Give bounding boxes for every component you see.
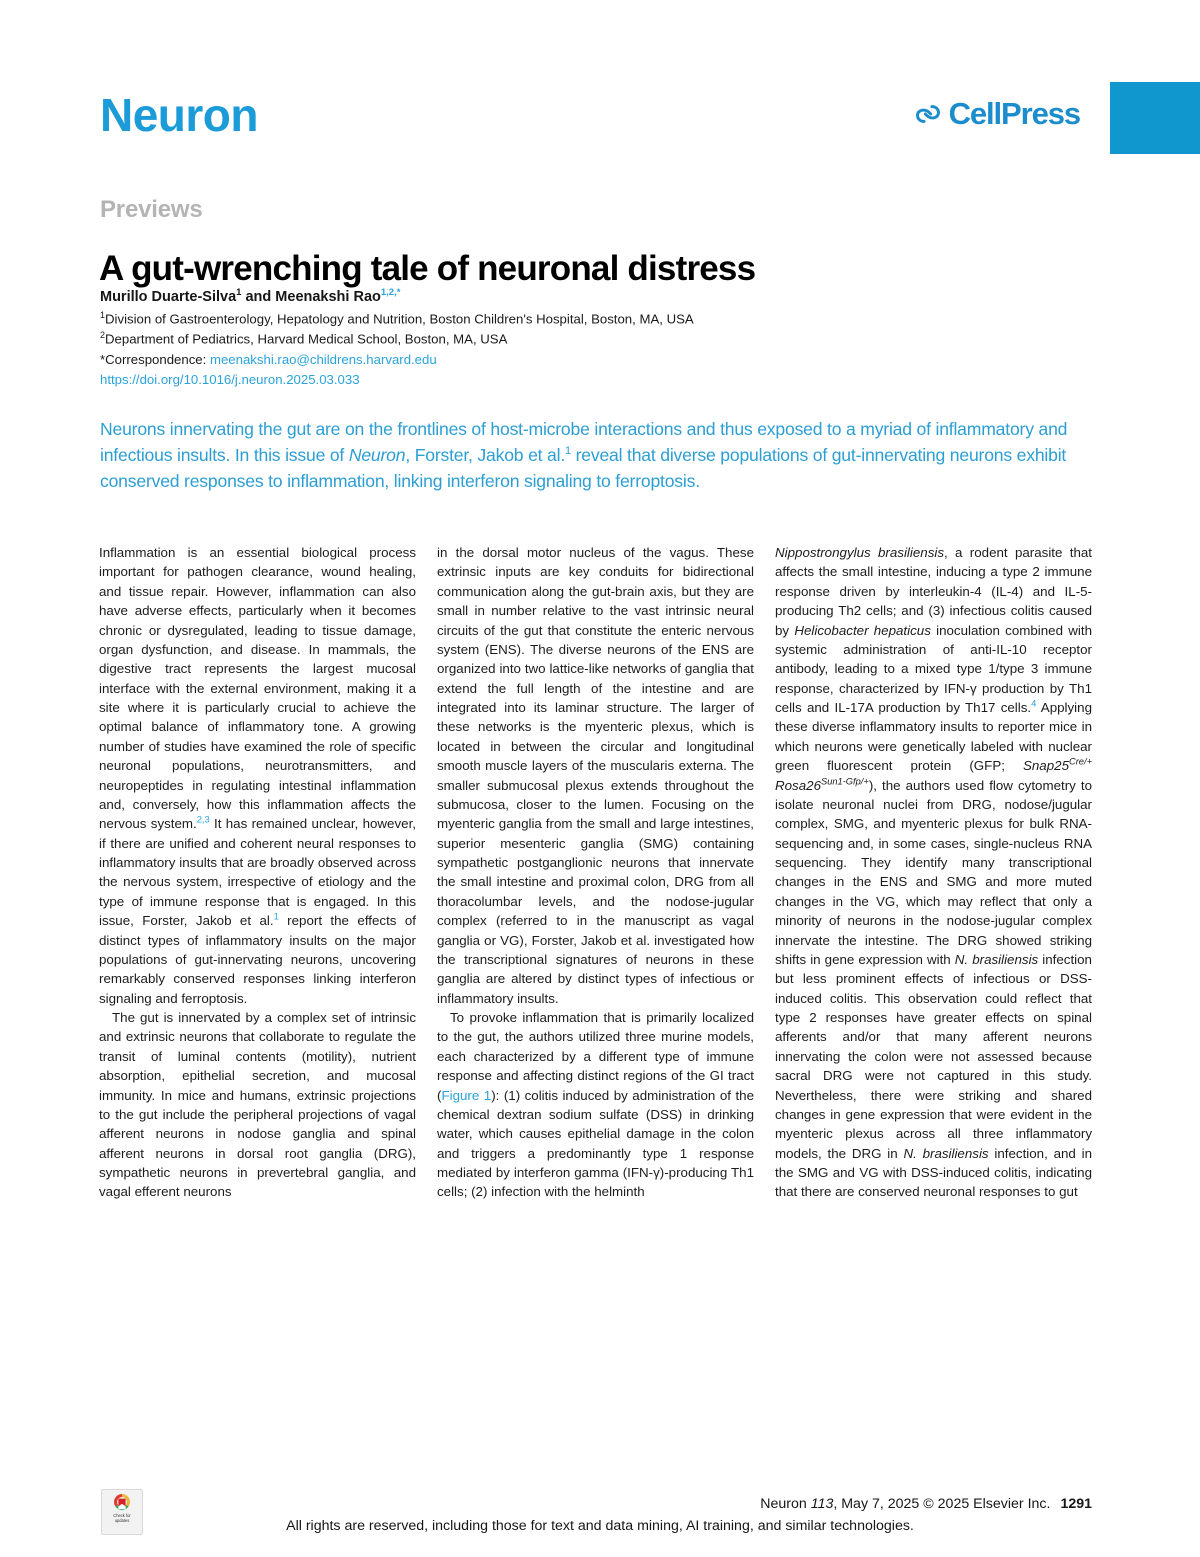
correspondence-email-link[interactable]: meenakshi.rao@childrens.harvard.edu xyxy=(209,351,437,367)
doi-link[interactable]: https://doi.org/10.1016/j.neuron.2025.03.033 xyxy=(100,371,360,387)
author-list: Murillo Duarte-Silva$^1$ and Meenakshi Rao$^{1,2,*}$ xyxy=(100,287,401,305)
article-summary: Neurons innervating the gut are on the frontlines of host-microbe interactions and thus exposed to a myriad of inflammatory and infectious insults. In this issue of Neuron, Forster, Jakob et al.$^1$ reveal that diverse populations of gut-innervating neurons exhibit conserved responses to inflammation, linking interferon signaling to ferroptosis. xyxy=(100,419,1068,491)
body-paragraph: Inflammation is an essential biological process important for pathogen clearance, wound healing, and tissue repair. However, inflammation can also have adverse effects, particularly when it becomes chronic or dysregulated, leading to tissue damage, organ dysfunction, and disease. In mammals, the digestive tract represents the largest mucosal interface with the external environment, making it a site where it is particularly crucial to achieve the optimal balance of inflammatory tone. A growing number of studies have examined the role of specific neuronal populations, neurotransmitters, and neuropeptides in regulating intestinal inflammation and, conversely, how this inflammation affects the nervous system.$^{2,3}$ It has remained unclear, however, if there are unified and coherent neural responses to inflammatory insults that are broadly observed across the nervous system, irrespective of etiology and the type of immune response that is engaged. In this issue, Forster, Jakob et al.$^1$ report the effects of distinct types of inflammatory insults on the major populations of gut-innervating neurons, uncovering remarkably conserved responses linking interferon signaling and ferroptosis. xyxy=(99,545,416,1006)
footer-rights-statement: All rights are reserved, including those for text and data mining, AI training, and similar technologies. xyxy=(286,1518,914,1534)
cellpress-wordmark: CellPress xyxy=(948,96,1080,131)
cellpress-logo xyxy=(914,98,1080,129)
body-column-1 xyxy=(99,543,416,1468)
cellpress-link-icon xyxy=(914,100,942,128)
affiliation-1: $^1$Division of Gastroenterology, Hepatology and Nutrition, Boston Children's Hospital, Boston, MA, USA xyxy=(100,310,694,327)
section-kicker-previews: Previews xyxy=(100,196,203,223)
affiliation-2: $^2$Department of Pediatrics, Harvard Medical School, Boston, MA, USA xyxy=(100,330,508,347)
page-title: A gut-wrenching tale of neuronal distress xyxy=(99,249,756,289)
doi-line xyxy=(100,370,694,390)
affiliation-block xyxy=(100,309,694,390)
body-paragraph: To provoke inflammation that is primarily localized to the gut, the authors utilized three murine models, each characterized by a different type of immune response and affecting distinct regions of the GI tract (Figure 1): (1) colitis induced by administration of the chemical dextran sodium sulfate (DSS) in drinking water, which causes epithelial damage in the colon and triggers a predominantly type 1 response mediated by interferon gamma (IFN-γ)-producing Th1 cells; (2) infection with the helminth xyxy=(437,1010,754,1200)
footer-citation xyxy=(0,1496,1092,1512)
footer-journal-name: Neuron xyxy=(760,1496,811,1512)
body-column-2 xyxy=(437,543,754,1468)
journal-logo-neuron: Neuron xyxy=(100,89,258,141)
body-columns xyxy=(99,543,1092,1468)
body-paragraph: in the dorsal motor nucleus of the vagus. These extrinsic inputs are key conduits for bidirectional communication along the gut-brain axis, but they are small in number relative to the vast intrinsic neural circuits of the gut that constitute the enteric nervous system (ENS). The diverse neurons of the ENS are organized into two lattice-like networks of ganglia that extend the full length of the intestine and are integrated into its laminar structure. The larger of these networks is the myenteric plexus, which is located in between the circular and longitudinal smooth muscle layers of the muscularis externa. The smaller submucosal plexus extends throughout the submucosa, closer to the lumen. Focusing on the myenteric ganglia from the small and large intestines, superior mesenteric ganglia (SMG) containing sympathetic postganglionic neurons that innervate the small intestine and proximal colon, DRG from all thoracolumbar levels, and the nodose-jugular complex (referred to in the manuscript as vagal ganglia or VG), Forster, Jakob et al. investigated how the transcriptional signatures of neurons in these ganglia are altered by distinct types of infectious or inflammatory insults. xyxy=(437,545,754,1006)
correspondence-label: *Correspondence: xyxy=(100,351,207,367)
footer-citation-rest: , May 7, 2025 © 2025 Elsevier Inc. xyxy=(833,1496,1051,1512)
body-column-3 xyxy=(775,543,1092,1468)
footer-volume: 113 xyxy=(810,1496,834,1512)
header-color-swatch xyxy=(1110,82,1200,154)
body-paragraph: Nippostrongylus brasiliensis, a rodent parasite that affects the small intestine, inducing a type 2 immune response driven by interleukin-4 (IL-4) and IL-5-producing Th2 cells; and (3) infectious colitis caused by Helicobacter hepaticus inoculation combined with systemic administration of anti-IL-10 receptor antibody, leading to a mixed type 1/type 3 immune response, characterized by IFN-γ production by Th1 cells and IL-17A production by Th17 cells.$^4$ Applying these diverse inflammatory insults to reporter mice in which neurons were genetically labeled with nuclear green fluorescent protein (GFP; $Snap25^{Cre/+}$ $Rosa26^{Sun1-Gfp/+}$), the authors used flow cytometry to isolate neuronal nuclei from DRG, nodose/jugular complex, SMG, and myenteric plexus for bulk RNA-sequencing and, in some cases, single-nucleus RNA sequencing. They identify many transcriptional changes in the ENS and SMG and more muted changes in the VG, which may reflect that only a minority of neurons in the nodose-jugular complex innervate the intestine. The DRG showed striking shifts in gene expression with N. brasiliensis infection but less prominent effects of infectious or DSS-induced colitis. This observation could reflect that type 2 responses have greater effects on spinal afferents and/or that many afferent neurons innervating the colon were not assessed because sacral DRG were not captured in this study. Nevertheless, there were striking and shared changes in gene expression that were evident in the myenteric plexus across all three inflammatory models, the DRG in N. brasiliensis infection, and in the SMG and VG with DSS-induced colitis, indicating that there are conserved neuronal responses to gut xyxy=(775,545,1092,1200)
masthead xyxy=(0,0,1200,168)
body-paragraph: The gut is innervated by a complex set of intrinsic and extrinsic neurons that collaborate to regulate the transit of luminal contents (motility), nutrient absorption, epithelial secretion, and mucosal immunity. In mice and humans, extrinsic projections to the gut include the peripheral projections of vagal afferent neurons in nodose ganglia and spinal afferent neurons in dorsal root ganglia (DRG), sympathetic neurons in prevertebral ganglia, and vagal efferent neurons xyxy=(99,1010,416,1200)
footer-page-number: 1291 xyxy=(1060,1496,1092,1512)
crossmark-label-line2: updates xyxy=(114,1518,130,1524)
crossmark-label-line1: Check for xyxy=(113,1513,131,1518)
correspondence-line xyxy=(100,350,694,370)
